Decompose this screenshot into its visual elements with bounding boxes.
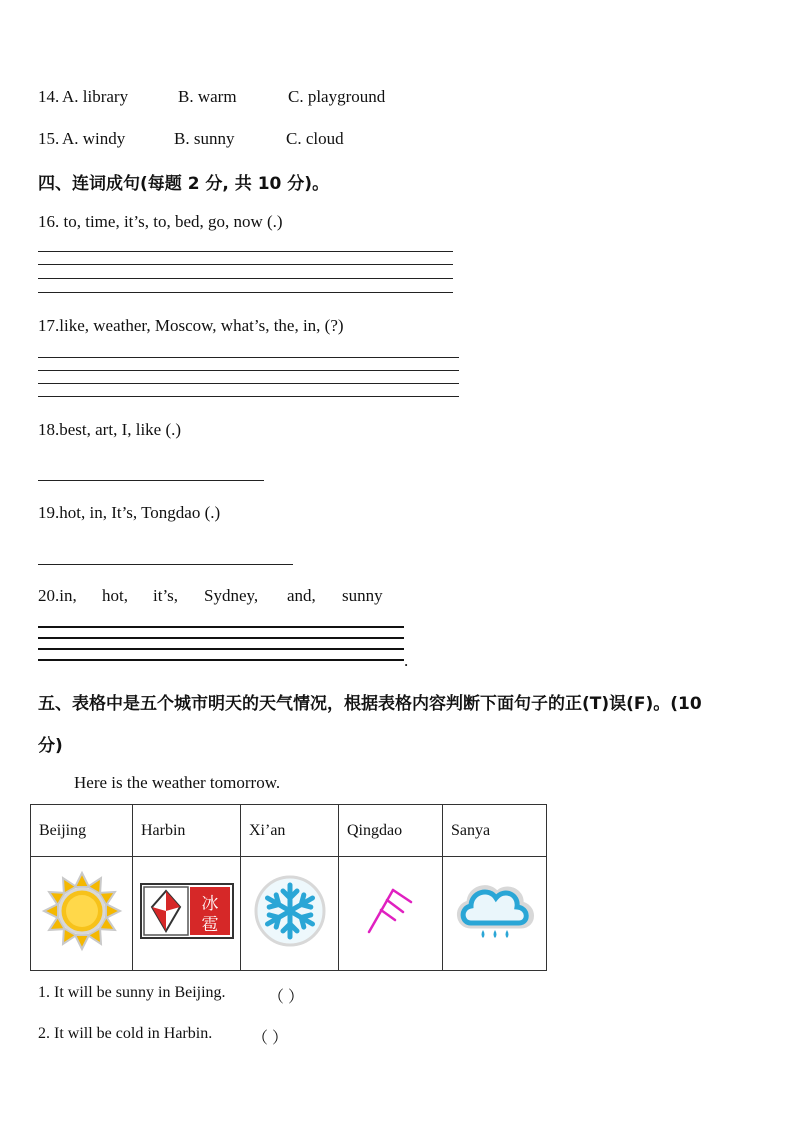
q15-option-a: A. windy [62, 129, 126, 148]
snowflake-icon [253, 874, 327, 948]
q14-option-c: C. playground [288, 87, 386, 106]
statement-2: 2. It will be cold in Harbin. [38, 1025, 213, 1042]
q15-option-b: B. sunny [174, 129, 235, 148]
question-17: 17.like, weather, Moscow, what’s, the, in, (?) [38, 316, 344, 335]
sanya-weather-cell [443, 857, 547, 971]
q20-word-1: 20.in, [38, 586, 77, 605]
hail-text-2: 雹 [201, 915, 218, 935]
xian-weather-cell [241, 857, 339, 971]
answer-line[interactable] [38, 278, 453, 279]
q14-option-a: A. library [62, 87, 129, 106]
q19-answer-line[interactable] [38, 564, 293, 565]
q14-number: 14. [38, 87, 60, 106]
answer-line[interactable] [38, 370, 459, 371]
answer-line[interactable] [38, 659, 404, 661]
wind-icon [361, 886, 421, 936]
table-icon-row [31, 857, 547, 971]
section-5-title-cont: 分) [38, 736, 63, 756]
city-beijing: Beijing [31, 805, 133, 857]
hail-icon [140, 883, 234, 939]
q20-period: . [404, 651, 409, 670]
hail-text-1: 冰 [201, 894, 218, 914]
answer-line[interactable] [38, 251, 453, 252]
q20-word-6: sunny [342, 586, 383, 605]
section-4-title: 四、连词成句(每题 2 分, 共 10 分)。 [38, 174, 330, 194]
answer-line[interactable] [38, 648, 404, 650]
intro-text: Here is the weather tomorrow. [74, 773, 281, 792]
q20-word-2: hot, [102, 586, 128, 605]
harbin-weather-cell [133, 857, 241, 971]
rain-cloud-icon [453, 876, 537, 946]
q20-word-5: and, [287, 586, 316, 605]
q14-option-b: B. warm [178, 87, 237, 106]
table-header-row [31, 805, 547, 857]
answer-line[interactable] [38, 357, 459, 358]
city-sanya: Sanya [443, 805, 547, 857]
city-xian: Xi’an [241, 805, 339, 857]
city-qingdao: Qingdao [339, 805, 443, 857]
section-5-title: 五、表格中是五个城市明天的天气情况，根据表格内容判断下面句子的正(T)误(F)。(10 [38, 694, 702, 714]
answer-line[interactable] [38, 637, 404, 639]
sun-icon [41, 870, 123, 952]
answer-line[interactable] [38, 396, 459, 397]
statement-1: 1. It will be sunny in Beijing. [38, 984, 226, 1001]
statement-2-answer[interactable]: （ ） [252, 1030, 289, 1047]
answer-line[interactable] [38, 292, 453, 293]
q15-number: 15. [38, 129, 60, 148]
answer-line[interactable] [38, 264, 453, 265]
q20-word-4: Sydney, [204, 586, 259, 605]
answer-line[interactable] [38, 626, 404, 628]
statement-1-answer[interactable]: （ ） [268, 989, 305, 1006]
q20-word-3: it’s, [153, 586, 179, 605]
city-harbin: Harbin [133, 805, 241, 857]
question-16: 16. to, time, it’s, to, bed, go, now (.) [38, 212, 283, 231]
question-19: 19.hot, in, It’s, Tongdao (.) [38, 503, 221, 522]
weather-table [30, 804, 547, 971]
qingdao-weather-cell [339, 857, 443, 971]
q15-option-c: C. cloud [286, 129, 344, 148]
beijing-weather-cell [31, 857, 133, 971]
answer-line[interactable] [38, 383, 459, 384]
q18-answer-line[interactable] [38, 480, 264, 481]
question-18: 18.best, art, I, like (.) [38, 420, 182, 439]
